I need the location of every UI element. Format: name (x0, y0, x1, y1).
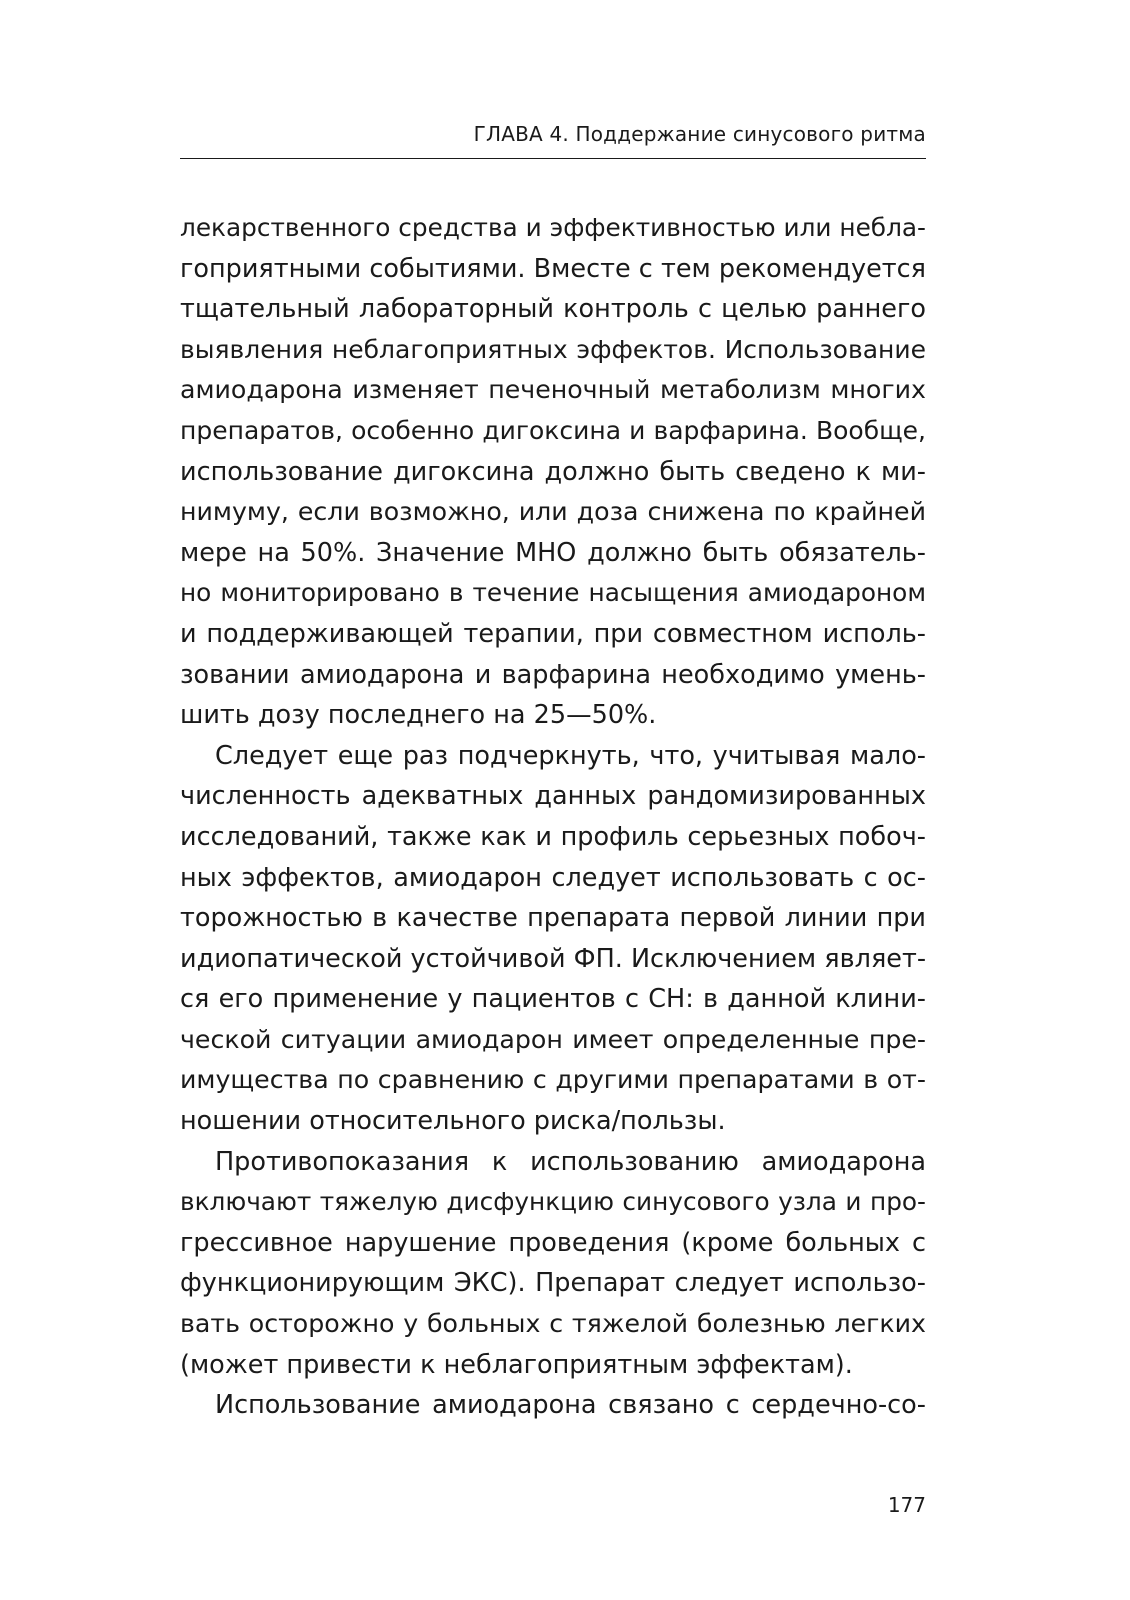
page-number: 177 (887, 1493, 926, 1517)
text-line: включают тяжелую дисфункцию синусового узла и про- (180, 1187, 926, 1217)
text-line: исследований, также как и профиль серьезных побоч- (180, 821, 926, 852)
text-line: торожностью в качестве препарата первой линии при (180, 903, 926, 934)
text-line: идиопатической устойчивой ФП. Исключением являет- (180, 943, 927, 974)
text-line: ческой ситуации амиодарон имеет определенные пре- (180, 1024, 926, 1054)
text-line: ся его применение у пациентов с СН: в данной клини- (180, 984, 926, 1015)
paragraph (180, 1385, 926, 1426)
body-text (180, 208, 926, 1426)
text-line: использование дигоксина должно быть сведено к ми- (180, 456, 926, 487)
text-line: Противопоказания к использованию амиодарона (215, 1146, 926, 1177)
text-line: амиодарона изменяет печеночный метаболизм многих (180, 375, 926, 405)
text-line: Следует еще раз подчеркнуть, что, учитывая мало- (215, 740, 926, 771)
text-line: вать осторожно у больных с тяжелой болезнью легких (180, 1309, 926, 1339)
text-line: ных эффектов, амиодарон следует использовать с ос- (180, 862, 926, 893)
running-header: ГЛАВА 4. Поддержание синусового ритма (473, 122, 926, 146)
text-line: выявления неблагоприятных эффектов. Использование (180, 334, 926, 364)
text-line: препаратов, особенно дигоксина и варфарина. Вообще, (180, 415, 926, 445)
text-line: нимуму, если возможно, или доза снижена по крайней (180, 497, 926, 527)
text-line: мере на 50%. Значение МНО должно быть обязатель- (180, 537, 926, 568)
text-line: зовании амиодарона и варфарина необходимо умень- (180, 659, 926, 690)
paragraph (180, 1142, 926, 1386)
text-line: шить дозу последнего на 25—50%. (180, 700, 657, 731)
text-line: но мониторировано в течение насыщения амиодароном (180, 578, 926, 608)
text-line: гоприятными событиями. Вместе с тем рекомендуется (180, 253, 926, 284)
text-line: и поддерживающей терапии, при совместном исполь- (180, 618, 926, 649)
paragraph (180, 208, 926, 736)
text-line: численность адекватных данных рандомизированных (180, 781, 926, 812)
text-line: имущества по сравнению с другими препаратами в от- (180, 1065, 926, 1095)
text-line: грессивное нарушение проведения (кроме больных с (180, 1227, 926, 1258)
text-line: функционирующим ЭКС). Препарат следует использо- (180, 1268, 926, 1299)
text-line: (может привести к неблагоприятным эффектам). (180, 1349, 853, 1380)
text-line: тщательный лабораторный контроль с целью раннего (180, 294, 926, 325)
text-line: лекарственного средства и эффективностью или небла- (180, 213, 926, 242)
header-rule (180, 158, 926, 159)
paragraph (180, 736, 926, 1142)
text-line: ношении относительного риска/пользы. (180, 1106, 726, 1137)
text-line: Использование амиодарона связано с сердечно-со- (215, 1390, 926, 1421)
